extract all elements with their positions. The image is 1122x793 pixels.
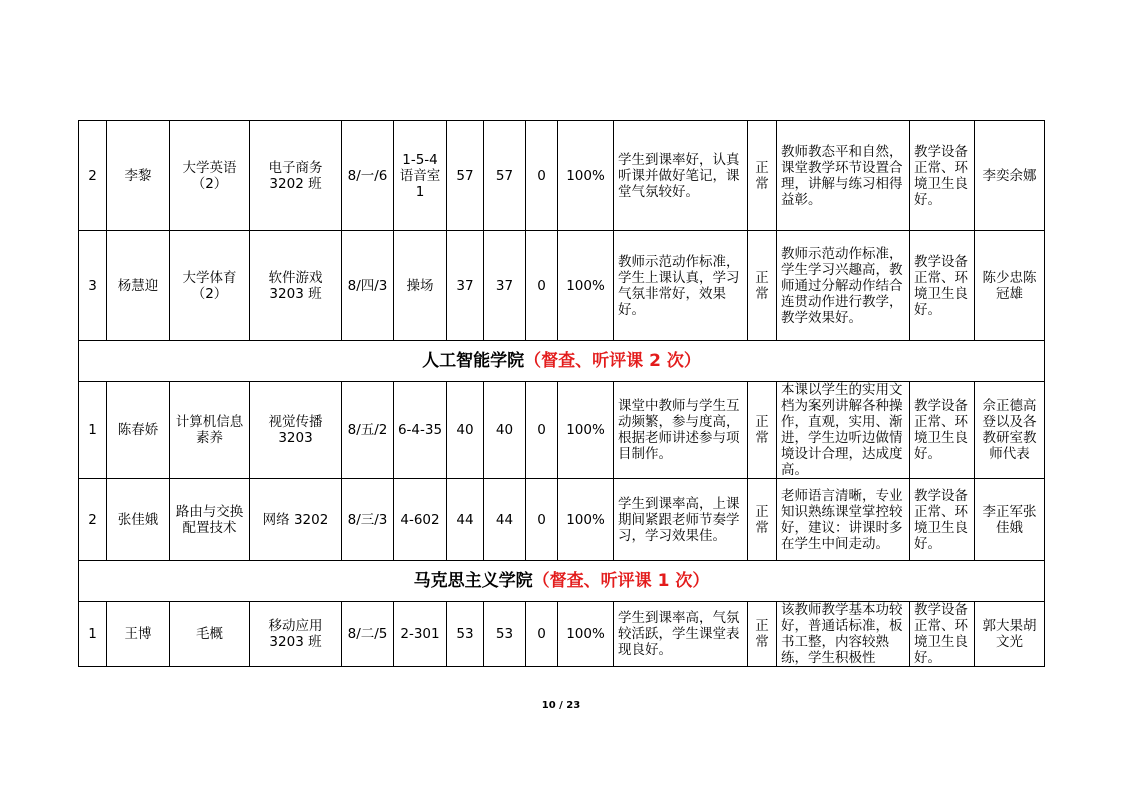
student-comment-cell: 学生到课率好，认真听课并做好笔记，课堂气氛较好。 — [614, 121, 748, 231]
order-status-cell: 正常 — [748, 121, 777, 231]
order-status-cell: 正常 — [748, 602, 777, 667]
attendance-rate-cell: 100% — [558, 479, 614, 561]
facility-cell: 教学设备正常、环境卫生良好。 — [910, 231, 975, 341]
section-title: 马克思主义学院 — [413, 571, 533, 591]
class-cell: 移动应用3203 班 — [250, 602, 342, 667]
section-header — [79, 561, 1045, 602]
inspectors-cell: 佘正德高登以及各教研室教师代表 — [975, 382, 1045, 479]
row-index: 1 — [79, 602, 107, 667]
room-cell: 2-301 — [394, 602, 447, 667]
table-row — [79, 121, 1045, 231]
absent-count-cell: 0 — [526, 602, 558, 667]
student-comment-cell: 学生到课率高，上课期间紧跟老师节奏学习，学习效果佳。 — [614, 479, 748, 561]
table-row — [79, 479, 1045, 561]
section-note: （督查、听评课 1 次） — [532, 571, 710, 591]
student-comment-cell: 学生到课率高，气氛较活跃，学生课堂表现良好。 — [614, 602, 748, 667]
class-cell: 电子商务3202 班 — [250, 121, 342, 231]
row-index: 2 — [79, 121, 107, 231]
course-cell: 毛概 — [170, 602, 250, 667]
absent-count-cell: 0 — [526, 382, 558, 479]
table-row — [79, 602, 1045, 667]
attendance-rate-cell: 100% — [558, 602, 614, 667]
facility-cell: 教学设备正常、环境卫生良好。 — [910, 121, 975, 231]
room-cell: 操场 — [394, 231, 447, 341]
inspectors-cell: 陈少忠陈冠雄 — [975, 231, 1045, 341]
teacher-cell: 王博 — [107, 602, 170, 667]
section-note: （督查、听评课 2 次） — [524, 351, 701, 371]
time-cell: 8/五/2 — [342, 382, 394, 479]
time-cell: 8/二/5 — [342, 602, 394, 667]
course-cell: 大学英语（2） — [170, 121, 250, 231]
facility-cell: 教学设备正常、环境卫生良好。 — [910, 602, 975, 667]
section-header-row — [79, 561, 1045, 602]
row-index: 3 — [79, 231, 107, 341]
time-cell: 8/一/6 — [342, 121, 394, 231]
actual-count-cell: 40 — [484, 382, 526, 479]
expected-count-cell: 57 — [447, 121, 484, 231]
actual-count-cell: 37 — [484, 231, 526, 341]
teacher-cell: 张佳娥 — [107, 479, 170, 561]
section-header — [79, 341, 1045, 382]
course-cell: 大学体育（2） — [170, 231, 250, 341]
section-title: 人工智能学院 — [422, 351, 525, 371]
class-cell: 网络 3202 — [250, 479, 342, 561]
teacher-cell: 李黎 — [107, 121, 170, 231]
absent-count-cell: 0 — [526, 121, 558, 231]
order-status-cell: 正常 — [748, 382, 777, 479]
inspectors-cell: 李正军张佳娥 — [975, 479, 1045, 561]
teacher-cell: 杨慧迎 — [107, 231, 170, 341]
section-header-row — [79, 341, 1045, 382]
attendance-rate-cell: 100% — [558, 231, 614, 341]
page-number: 10 / 23 — [541, 700, 581, 711]
room-cell: 1-5-4语音室 1 — [394, 121, 447, 231]
time-cell: 8/三/3 — [342, 479, 394, 561]
inspectors-cell: 李奕余娜 — [975, 121, 1045, 231]
facility-cell: 教学设备正常、环境卫生良好。 — [910, 479, 975, 561]
expected-count-cell: 37 — [447, 231, 484, 341]
expected-count-cell: 53 — [447, 602, 484, 667]
teacher-cell: 陈春娇 — [107, 382, 170, 479]
order-status-cell: 正常 — [748, 231, 777, 341]
row-index: 2 — [79, 479, 107, 561]
absent-count-cell: 0 — [526, 231, 558, 341]
expected-count-cell: 40 — [447, 382, 484, 479]
course-cell: 计算机信息素养 — [170, 382, 250, 479]
student-comment-cell: 课堂中教师与学生互动频繁，参与度高，根据老师讲述参与项目制作。 — [614, 382, 748, 479]
teaching-comment-cell: 本课以学生的实用文档为案列讲解各种操作，直观，实用、渐进，学生边听边做情境设计合理，达成度高。 — [777, 382, 910, 479]
absent-count-cell: 0 — [526, 479, 558, 561]
room-cell: 6-4-35 — [394, 382, 447, 479]
actual-count-cell: 53 — [484, 602, 526, 667]
class-cell: 视觉传播3203 — [250, 382, 342, 479]
inspection-table — [78, 120, 1045, 667]
expected-count-cell: 44 — [447, 479, 484, 561]
teaching-comment-cell: 老师语言清晰，专业知识熟练课堂掌控较好，建议：讲课时多在学生中间走动。 — [777, 479, 910, 561]
teaching-comment-cell: 教师示范动作标准，学生学习兴趣高，教师通过分解动作结合连贯动作进行教学，教学效果好。 — [777, 231, 910, 341]
attendance-rate-cell: 100% — [558, 121, 614, 231]
table-row — [79, 231, 1045, 341]
inspectors-cell: 郭大果胡文光 — [975, 602, 1045, 667]
teaching-comment-cell: 教师教态平和自然，课堂教学环节设置合理，讲解与练习相得益彰。 — [777, 121, 910, 231]
attendance-rate-cell: 100% — [558, 382, 614, 479]
time-cell: 8/四/3 — [342, 231, 394, 341]
order-status-cell: 正常 — [748, 479, 777, 561]
class-cell: 软件游戏3203 班 — [250, 231, 342, 341]
actual-count-cell: 57 — [484, 121, 526, 231]
student-comment-cell: 教师示范动作标准，学生上课认真，学习气氛非常好，效果好。 — [614, 231, 748, 341]
course-cell: 路由与交换配置技术 — [170, 479, 250, 561]
room-cell: 4-602 — [394, 479, 447, 561]
table-row — [79, 382, 1045, 479]
teaching-comment-cell: 该教师教学基本功较好，普通话标准，板书工整，内容较熟练，学生积极性 — [777, 602, 910, 667]
actual-count-cell: 44 — [484, 479, 526, 561]
facility-cell: 教学设备正常、环境卫生良好。 — [910, 382, 975, 479]
row-index: 1 — [79, 382, 107, 479]
